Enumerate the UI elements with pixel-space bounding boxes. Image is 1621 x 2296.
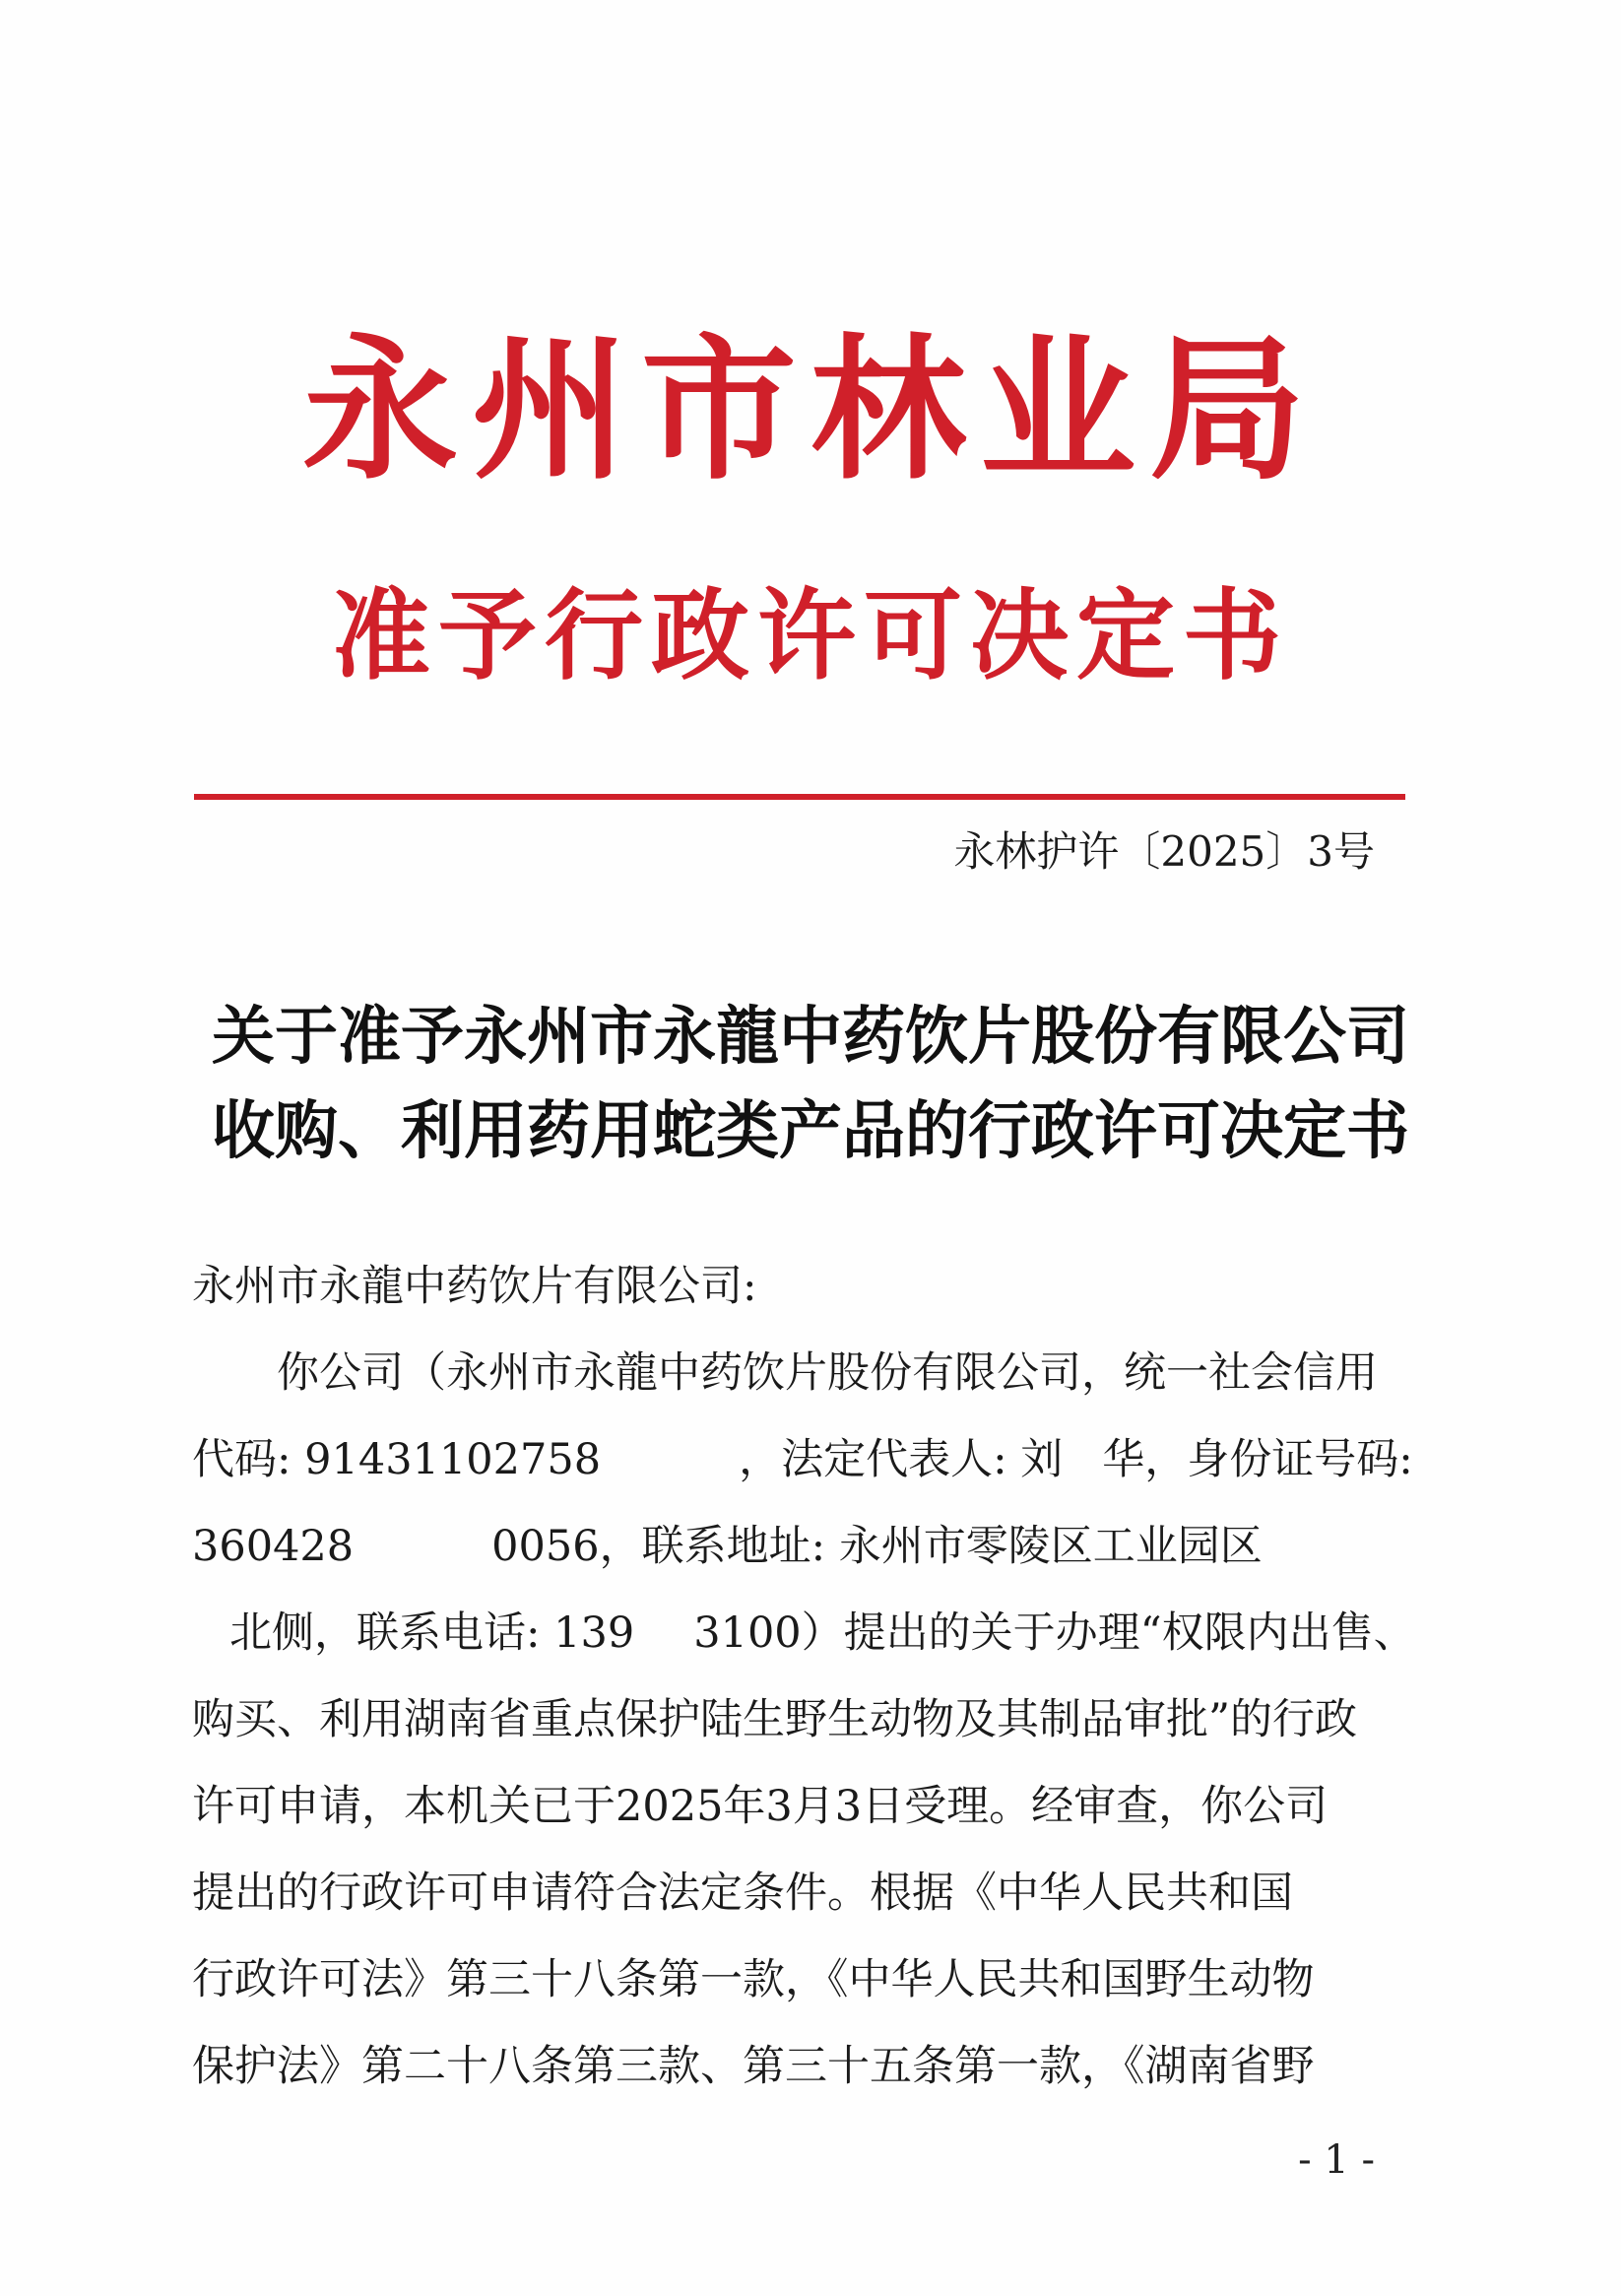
body-line-2 (192, 1416, 1423, 1503)
address-text: 0056，联系地址: 永州市零陵区工业园区 (491, 1522, 1263, 1571)
application-text: 3100）提出的关于办理“权限内出售、 (693, 1608, 1416, 1658)
id-number-prefix: 360428 (192, 1522, 355, 1571)
document-title (0, 990, 1621, 1179)
body-line-3 (192, 1503, 1423, 1590)
id-number-label: 华，身份证号码: (1102, 1435, 1413, 1484)
body-line-1: 你公司（永州市永龍中药饮片股份有限公司，统一社会信用 (277, 1348, 1378, 1398)
body-line-4 (192, 1590, 1423, 1676)
body-line-5: 购买、利用湖南省重点保护陆生野生动物及其制品审批”的行政 (192, 1695, 1357, 1744)
document-body (192, 1243, 1423, 2110)
document-type-heading: 准予行政许可决定书 (332, 577, 1289, 693)
agency-name-heading: 永州市林业局 (302, 319, 1319, 501)
body-line-6: 许可申请，本机关已于2025年3月3日受理。经审查，你公司 (192, 1782, 1329, 1831)
salutation: 永州市永龍中药饮片有限公司: (192, 1262, 757, 1311)
body-line-8: 行政许可法》第三十八条第一款，《中华人民共和国野生动物 (192, 1955, 1315, 2004)
body-line-7: 提出的行政许可申请符合法定条件。根据《中华人民共和国 (192, 1869, 1293, 1918)
document-title-line-2: 收购、利用药用蛇类产品的行政许可决定书 (212, 1094, 1409, 1168)
document-title-line-1: 关于准予永州市永龍中药饮片股份有限公司 (212, 1000, 1409, 1074)
document-number: 永林护许〔2025〕3号 (953, 827, 1375, 876)
legal-rep-text: ，法定代表人: 刘 (739, 1435, 1064, 1484)
phone-text: 北侧，联系电话: 139 (229, 1608, 635, 1658)
credit-code-text: 代码: 91431102758 (192, 1435, 602, 1484)
red-divider-rule (194, 794, 1405, 800)
body-line-9: 保护法》第二十八条第三款、第三十五条第一款，《湖南省野 (192, 2042, 1315, 2091)
page-number: - 1 - (1298, 2137, 1375, 2183)
